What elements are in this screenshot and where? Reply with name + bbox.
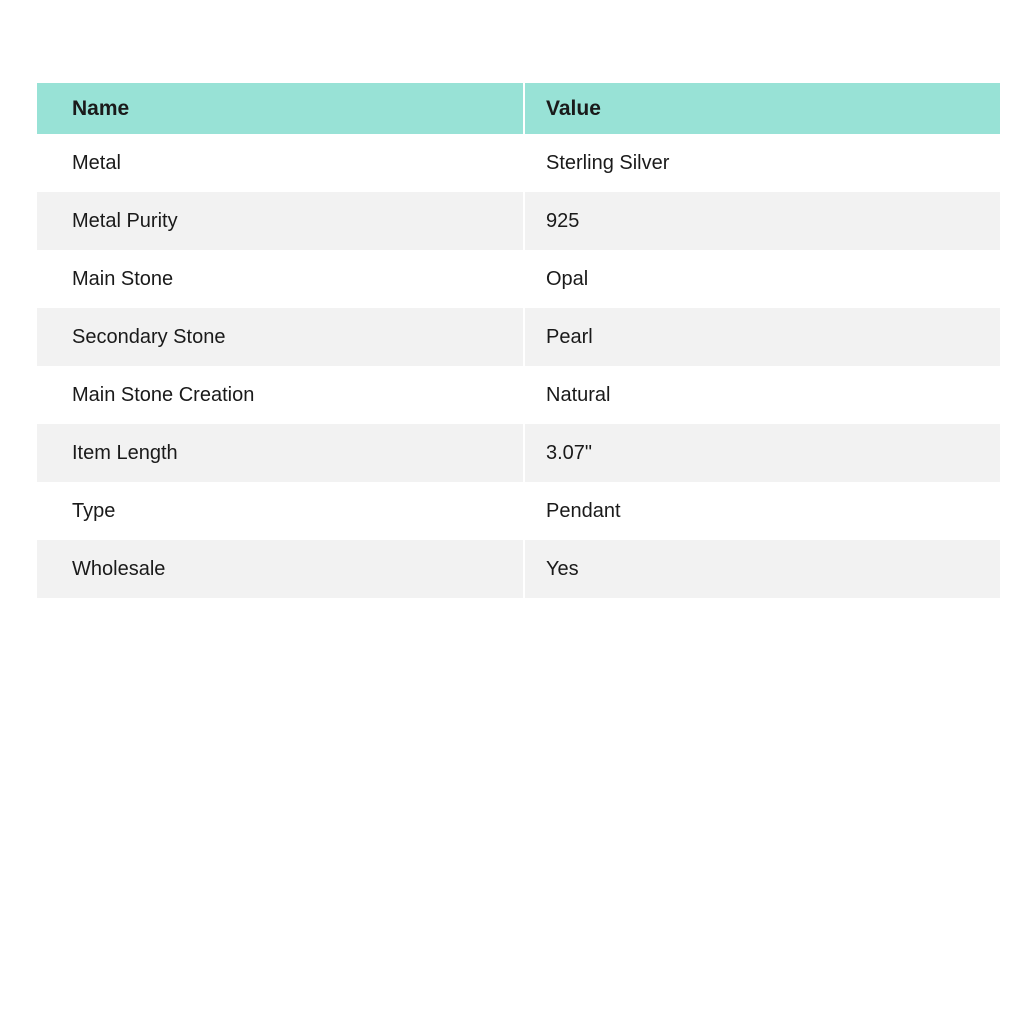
attribute-name-cell: Wholesale (37, 540, 523, 598)
attribute-value-cell: Yes (523, 540, 1000, 598)
attribute-value-cell: 925 (523, 192, 1000, 250)
table-row (37, 192, 1000, 250)
attribute-name-cell: Main Stone Creation (72, 384, 255, 406)
product-specifications-table (37, 83, 1000, 598)
table-row (37, 250, 1000, 308)
table-header-row (37, 83, 1000, 134)
attribute-value-cell: Opal (523, 250, 1000, 308)
table-row (37, 482, 1000, 540)
header-value: Value (523, 83, 1000, 134)
attribute-name-cell: Metal Purity (37, 192, 523, 250)
table-row (37, 308, 1000, 366)
table-row (37, 366, 1000, 424)
attribute-value-cell: Natural (523, 366, 1000, 424)
table-row (37, 540, 1000, 598)
table-row (37, 424, 1000, 482)
attribute-name-cell: Type (72, 500, 116, 522)
header-name: Name (37, 83, 523, 134)
attribute-name-cell: Secondary Stone (37, 308, 523, 366)
attribute-value-cell: 3.07" (523, 424, 1000, 482)
attribute-value-cell: Pendant (523, 482, 1000, 540)
attribute-name-cell: Metal (72, 152, 121, 174)
attribute-name-cell: Main Stone (72, 268, 174, 290)
attribute-name-cell: Item Length (37, 424, 523, 482)
attribute-value-cell: Pearl (523, 308, 1000, 366)
attribute-value-cell: Sterling Silver (523, 134, 1000, 192)
table-row (37, 134, 1000, 192)
